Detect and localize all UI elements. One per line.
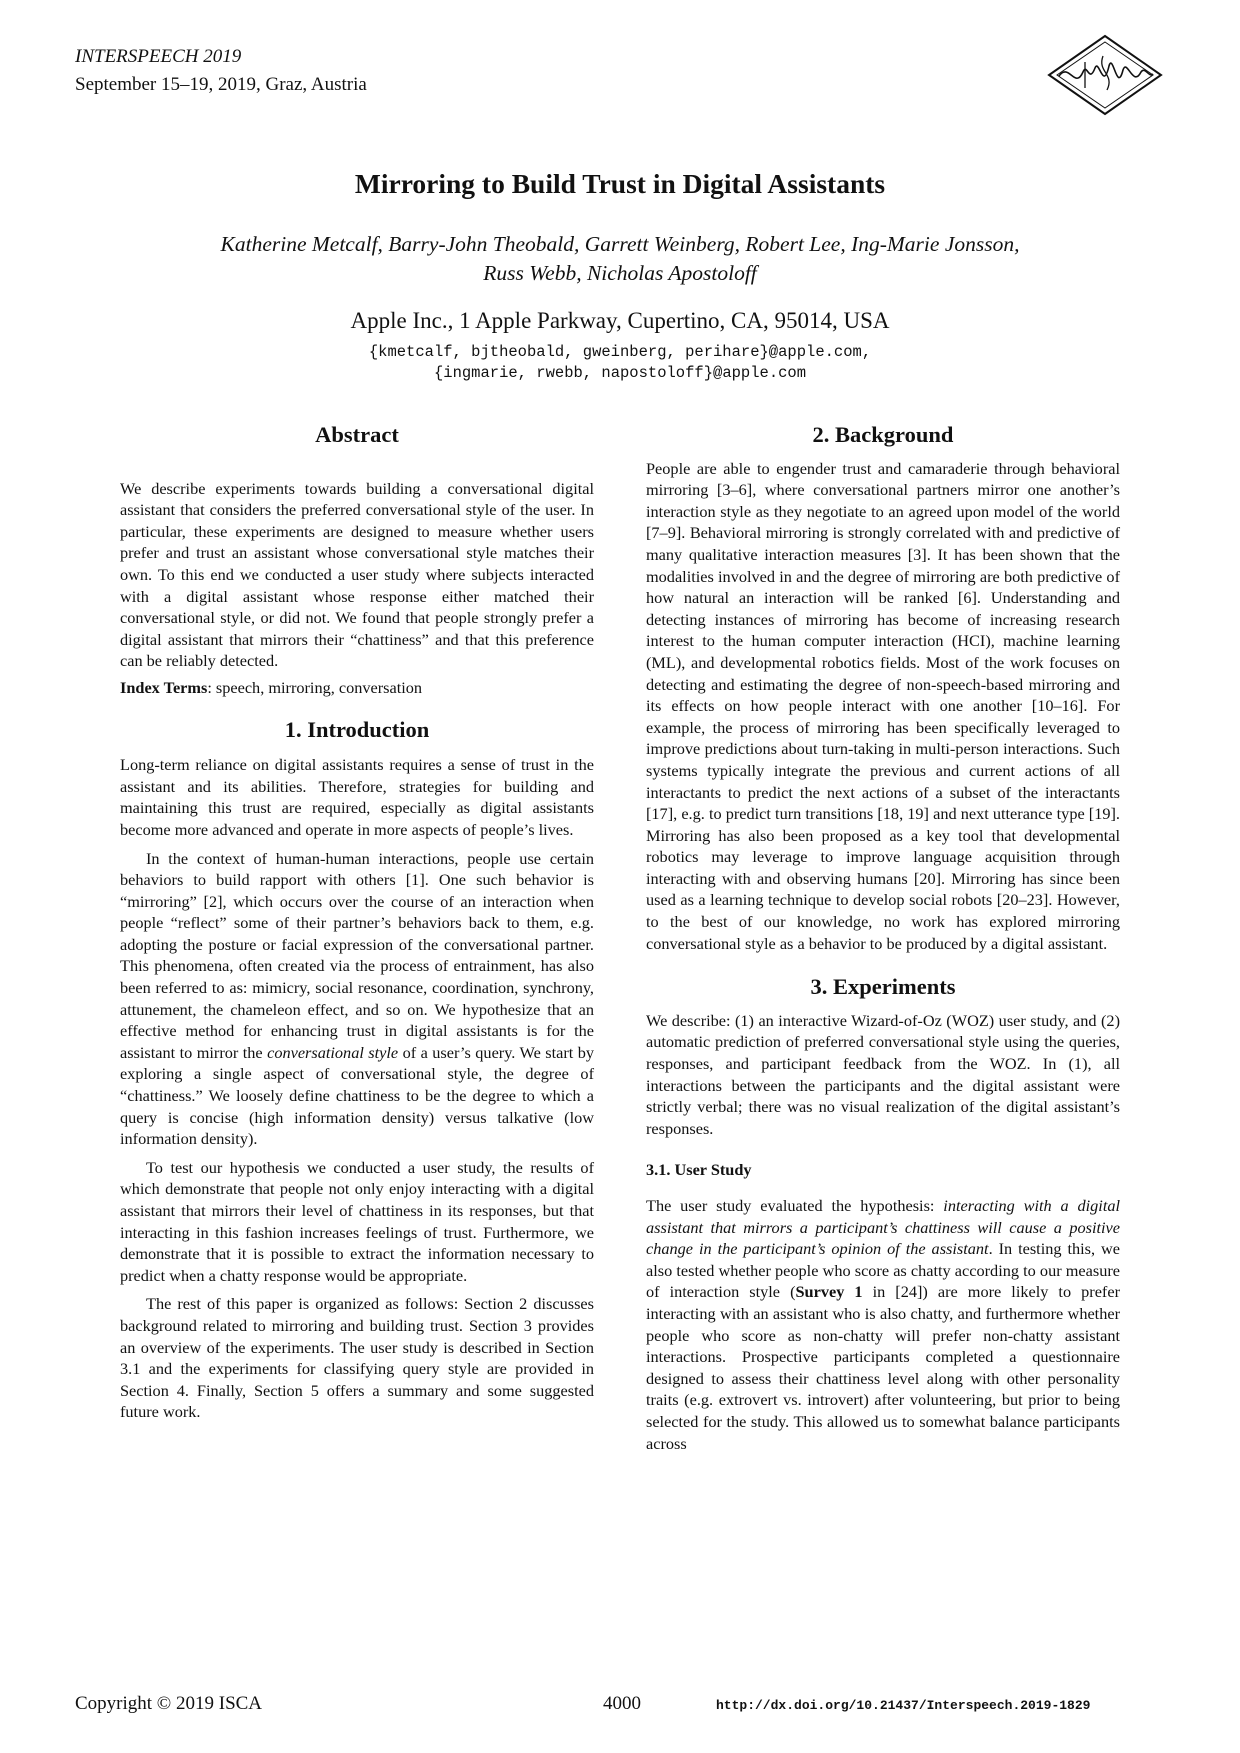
conference-dates: September 15–19, 2019, Graz, Austria [75,74,367,95]
authors-line-1: Katherine Metcalf, Barry-John Theobald, Garrett Weinberg, Robert Lee, Ing-Marie Jonsson, [220,232,1020,256]
background-heading: 2. Background [812,422,954,447]
affiliation: Apple Inc., 1 Apple Parkway, Cupertino, CA, 95014, USA [350,308,890,333]
intro-p2-emphasis: conversational style [267,1042,399,1062]
conference-name: INTERSPEECH 2019 [75,46,242,67]
background-paragraph: People are able to engender trust and camaraderie through behavioral mirroring [3–6], where conversational partners mirror one another’s interaction style as they negotiate to an agreed upon model of the world [7–9]. Behavioral mirroring is strongly correlated with and predictive of many qualitative interaction measures [3]. It has been shown that the modalities involved in and the degree of mirroring are both predictive of how natural an interaction will be ranked [6]. Understanding and detecting instances of mirroring has become of increasing research interest to the human computer interaction (HCI), machine learning (ML), and developmental robotics fields. Most of the work focuses on detecting and estimating the degree of non-speech-based mirroring and its effects on how people interact with one another [10–16]. For example, the process of mirroring has been specifically leveraged to improve predictions about turn-taking in multi-person interactions. Such systems typically integrate the previous and current actions of all interactants to predict the next actions of a subset of the interactants [17], e.g. to predict turn transitions [18, 19] and next utterance type [19]. Mirroring has also been proposed as a key tool that developmental robotics may leverage to improve language acquisition through interacting with and observing humans [20]. Mirroring has since been used as a learning technique to develop social robots [20–23]. However, to the best of our knowledge, no work has explored mirroring conversational style as a behavior to be produced by a digital assistant. [646,458,1120,953]
conference-header [75,43,367,99]
doi-link[interactable]: http://dx.doi.org/10.21437/Interspeech.2019-1829 [716,1698,1091,1713]
isca-logo-icon [1045,32,1165,118]
user-study-hypothesis: interacting with a digital assistant that mirrors a participant’s chattiness will cause a positive change in the participant’s opinion of the assistant [646,1196,1121,1259]
survey-reference: Survey 1 [795,1282,863,1302]
index-terms-label: Index Terms [120,677,208,697]
index-terms [120,677,594,699]
user-study-paragraph [646,1195,1120,1454]
intro-p2-text-b: of a user’s query. We start by exploring a single aspect of conversational style, the degree of “chattiness.” We loosely define chattiness to be the degree to which a query is concise (high information density) versus talkative (low information density). [120,1042,594,1149]
paper-title: Mirroring to Build Trust in Digital Assistants [354,168,886,199]
user-study-text-a: The user study evaluated the hypothesis: [646,1196,944,1215]
user-study-text-b: . In testing this, we also tested whether people who score as chatty according to our measure of interaction style ( [646,1239,1120,1302]
left-column [120,424,594,1423]
experiments-heading: 3. Experiments [810,974,956,1000]
index-terms-text: : speech, mirroring, conversation [207,677,423,697]
intro-paragraph-2 [120,848,594,1150]
page-number: 4000 [603,1693,641,1714]
intro-paragraph-1: Long-term reliance on digital assistants requires a sense of trust in the assistant and its abilities. Therefore, strategies for building and maintaining this trust are required, especially as digital assistants become more advanced and operate in more aspects of people’s lives. [120,755,594,839]
authors-line-2: Russ Webb, Nicholas Apostoloff [483,261,757,285]
emails-line-2: {ingmarie, rwebb, napostoloff}@apple.com [433,364,807,382]
intro-paragraph-4: The rest of this paper is organized as follows: Section 2 discusses background related to mirroring and building trust. Section 3 provides an overview of the experiments. The user study is described in Section 3.1 and the experiments for classifying query style are provided in Section 4. Finally, Section 5 offers a summary and some suggested future work. [120,1294,594,1422]
intro-paragraph-3: To test our hypothesis we conducted a user study, the results of which demonstrate that people not only enjoy interacting with a digital assistant that mirrors their level of chattiness in its responses, but that interacting in this fashion increases feelings of trust. Furthermore, we demonstrate that it is possible to extract the information necessary to predict when a chatty response would be appropriate. [120,1157,594,1285]
author-list [100,230,1140,288]
emails-line-1: {kmetcalf, bjtheobald, gweinberg, perihare}@apple.com, [368,343,872,361]
introduction-heading: 1. Introduction [284,716,430,742]
user-study-text-c: in [24]) are more likely to prefer interacting with an assistant who is also chatty, and furthermore whether people who score as non-chatty will prefer non-chatty assistant interactions. Prospective participants completed a questionnaire designed to assess their chattiness level along with other personality traits (e.g. extrovert vs. introvert) after volunteering, but prior to being selected for the study. This allowed us to somewhat balance participants across [646,1282,1120,1453]
email-block [0,342,1240,384]
experiments-paragraph: We describe: (1) an interactive Wizard-of-Oz (WOZ) user study, and (2) automatic prediction of preferred conversational style using the queries, responses, and participant feedback from the WOZ. In (1), all interactions between the participants and the digital assistant were strictly verbal; there was no visual realization of the digital assistant’s responses. [646,1010,1120,1138]
intro-p2-text-a: In the context of human-human interactions, people use certain behaviors to build rapport with others [1]. One such behavior is “mirroring” [2], which occurs over the course of an interaction when people “reflect” some of their partner’s behaviors back to them, e.g. adopting the posture or facial expression of the conversational partner. This phenomena, often created via the process of entrainment, has also been referred to as: mimicry, social resonance, coordination, synchrony, attunement, the chameleon effect, and so on. We hypothesize that an effective method for enhancing trust in digital assistants is for the assistant to mirror the [120,848,594,1062]
right-column [646,424,1120,1454]
abstract-heading: Abstract [315,422,399,447]
user-study-subheading: 3.1. User Study [646,1160,752,1180]
copyright-footer: Copyright © 2019 ISCA [75,1693,263,1714]
abstract-text: We describe experiments towards building a conversational digital assistant that considers the preferred conversational style of the user. In particular, these experiments are designed to measure whether users prefer and trust an assistant whose conversational style matches their own. To this end we conducted a user study where subjects interacted with a digital assistant whose response either matched their conversational style, or did not. We found that people strongly prefer a digital assistant that mirrors their “chattiness” and that this preference can be reliably detected. [120,478,594,671]
